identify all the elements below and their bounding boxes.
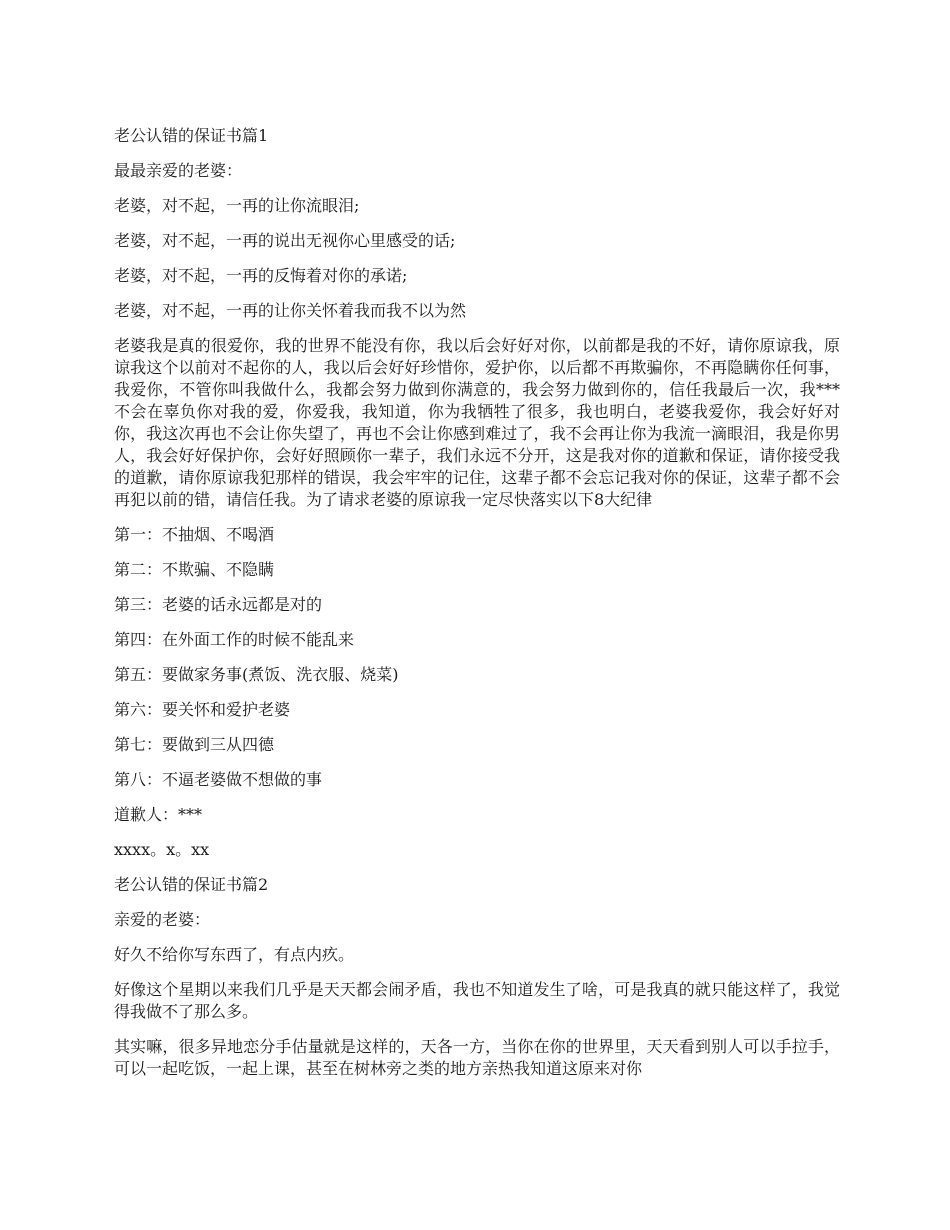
greeting-2: 亲爱的老婆： xyxy=(114,910,211,929)
greeting-1: 最最亲爱的老婆： xyxy=(114,161,243,180)
paragraph: 好久不给你写东西了，有点内疚。 xyxy=(114,945,355,964)
rule-item: 第六：要关怀和爱护老婆 xyxy=(114,700,291,719)
paragraph: 其实嘛，很多异地恋分手估量就是这样的，天各一方，当你在你的世界里，天天看到别人可以手拉手，可以一起吃饭，一起上课，甚至在树林旁之类的地方亲热我知道这原来对你 xyxy=(114,1037,840,1078)
rule-item: 第七：要做到三从四德 xyxy=(114,735,275,754)
apology-line: 老婆，对不起，一再的说出无视你心里感受的话; xyxy=(114,231,456,250)
paragraph: 好像这个星期以来我们几乎是天天都会闹矛盾，我也不知道发生了啥，可是我真的就只能这样了，我觉得我做不了那么多。 xyxy=(114,980,840,1021)
body-paragraph: 老婆我是真的很爱你，我的世界不能没有你，我以后会好好对你，以前都是我的不好，请你原谅我，原谅我这个以前对不起你的人，我以后会好好珍惜你，爱护你，以后都不再欺骗你，不再隐瞒你任何事，我爱你，不管你叫我做什么，我都会努力做到你满意的，我会努力做到你的，信任我最后一次，我***不会在辜负你对我的爱，你爱我，我知道，你为我牺牲了很多，我也明白，老婆我爱你，我会好好对你，我这次再也不会让你失望了，再也不会让你感到难过了，我不会再让你为我流一滴眼泪，我是你男人，我会好好保护你，会好好照顾你一辈子，我们永远不分开，这是我对你的道歉和保证，请你接受我的道歉，请你原谅我犯那样的错误，我会牢牢的记住，这辈子都不会忘记我对你的保证，这辈子都不会再犯以前的错，请信任我。为了请求老婆的原谅我一定尽快落实以下8大纪律 xyxy=(114,336,840,509)
apology-line: 老婆，对不起，一再的让你关怀着我而我不以为然 xyxy=(114,301,467,320)
apology-line: 老婆，对不起，一再的让你流眼泪; xyxy=(114,196,360,215)
date: xxxx。x。xx xyxy=(114,840,210,859)
rule-item: 第二：不欺骗、不隐瞒 xyxy=(114,560,275,579)
signature: 道歉人：*** xyxy=(114,805,203,824)
rule-item: 第四：在外面工作的时候不能乱来 xyxy=(114,630,355,649)
rule-item: 第八：不逼老婆做不想做的事 xyxy=(114,770,323,789)
rule-item: 第一：不抽烟、不喝酒 xyxy=(114,525,275,544)
rule-item: 第五：要做家务事(煮饭、洗衣服、烧菜) xyxy=(114,665,399,684)
rule-item: 第三：老婆的话永远都是对的 xyxy=(114,595,323,614)
section-title-1: 老公认错的保证书篇1 xyxy=(114,126,269,145)
document-page xyxy=(114,125,840,1093)
section-title-2: 老公认错的保证书篇2 xyxy=(114,875,269,894)
apology-line: 老婆，对不起，一再的反悔着对你的承诺; xyxy=(114,266,408,285)
